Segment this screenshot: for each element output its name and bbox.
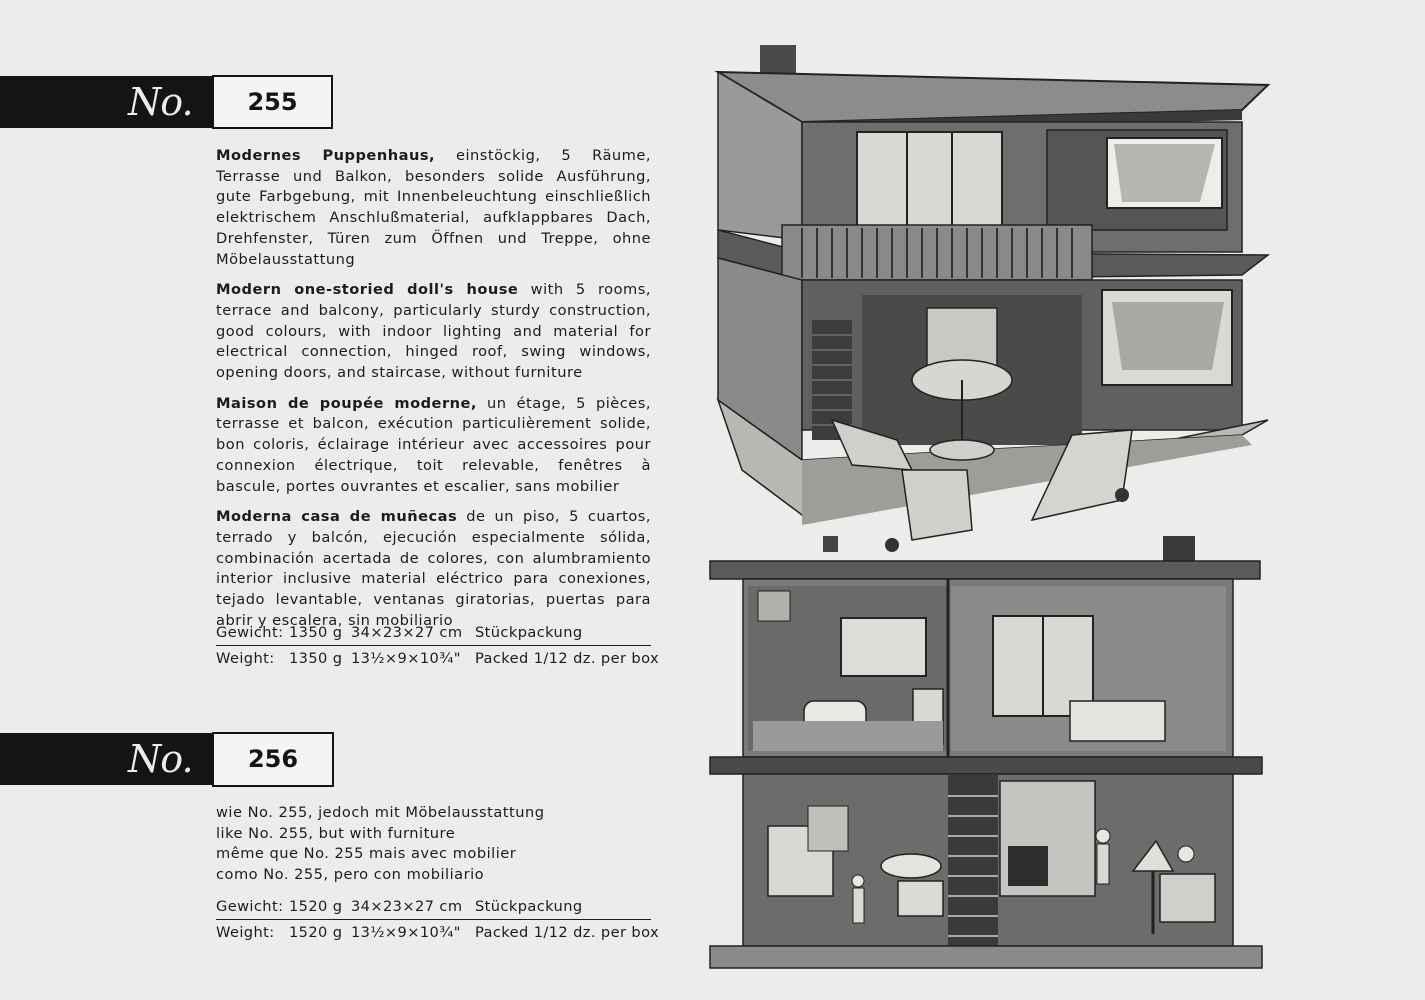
number-band-255 <box>0 76 214 128</box>
line-english: like No. 255, but with furniture <box>216 824 456 842</box>
description-english: Modern one-storied doll's house with 5 rooms, terrace and balcony, particularly sturdy construction, good colours, with indoor lighting and material for electrical connection, hinged roof, swing windows, opening doors, and staircase, without furniture <box>216 281 651 382</box>
description-255 <box>216 146 651 641</box>
spec-row-imperial: Weight: 1350 g 13½×9×10¾" Packed 1/12 dz. per box <box>216 650 659 667</box>
description-spanish: Moderna casa de muñecas de un piso, 5 cuartos, terrado y balcón, ejecución especialmente sólida, combinación acertada de colores, con alumbramiento interior inclusive material eléctrico para conexiones, tejado levantable, ventanas giratorias, puertas para abrir y escalera, sin mobiliario <box>216 508 651 629</box>
item-number-256: 256 <box>212 732 334 787</box>
description-german: Modernes Puppenhaus, einstöckig, 5 Räume, Terrasse und Balkon, besonders solide Ausführung, gute Farbgebung, mit Innenbeleuchtung einschließlich elektrischem Anschlußmaterial, aufklappbares Dach, Drehfenster, Türen zum Öffnen und Treppe, ohne Möbelausstattung <box>216 147 651 268</box>
line-spanish: como No. 255, pero con mobiliario <box>216 866 485 884</box>
line-french: même que No. 255 mais avec mobilier <box>216 845 517 863</box>
description-french: Maison de poupée moderne, un étage, 5 pièces, terrasse et balcon, exécution particulièrement solide, bon coloris, éclairage intérieur avec accessoires pour connexion électrique, toit relevable, fenêtres à bascule, portes ouvrantes et escalier, sans mobilier <box>216 394 651 495</box>
spec-row-metric: Gewicht: 1350 g 34×23×27 cm Stückpackung <box>216 624 583 641</box>
description-256 <box>216 803 651 886</box>
spec-row-metric: Gewicht: 1520 g 34×23×27 cm Stückpackung <box>216 898 583 915</box>
spec-row-imperial: Weight: 1520 g 13½×9×10¾" Packed 1/12 dz. per box <box>216 924 659 941</box>
item-number-255: 255 <box>212 75 333 129</box>
number-band-256 <box>0 733 216 785</box>
line-german: wie No. 255, jedoch mit Möbelausstattung <box>216 804 545 821</box>
dollhouse-interior-illustration <box>708 536 1264 972</box>
dollhouse-exterior-illustration <box>712 40 1282 560</box>
number-prefix: No. <box>128 80 193 124</box>
spec-table-256 <box>216 894 659 945</box>
number-prefix: No. <box>128 737 193 781</box>
spec-table-255 <box>216 620 659 671</box>
